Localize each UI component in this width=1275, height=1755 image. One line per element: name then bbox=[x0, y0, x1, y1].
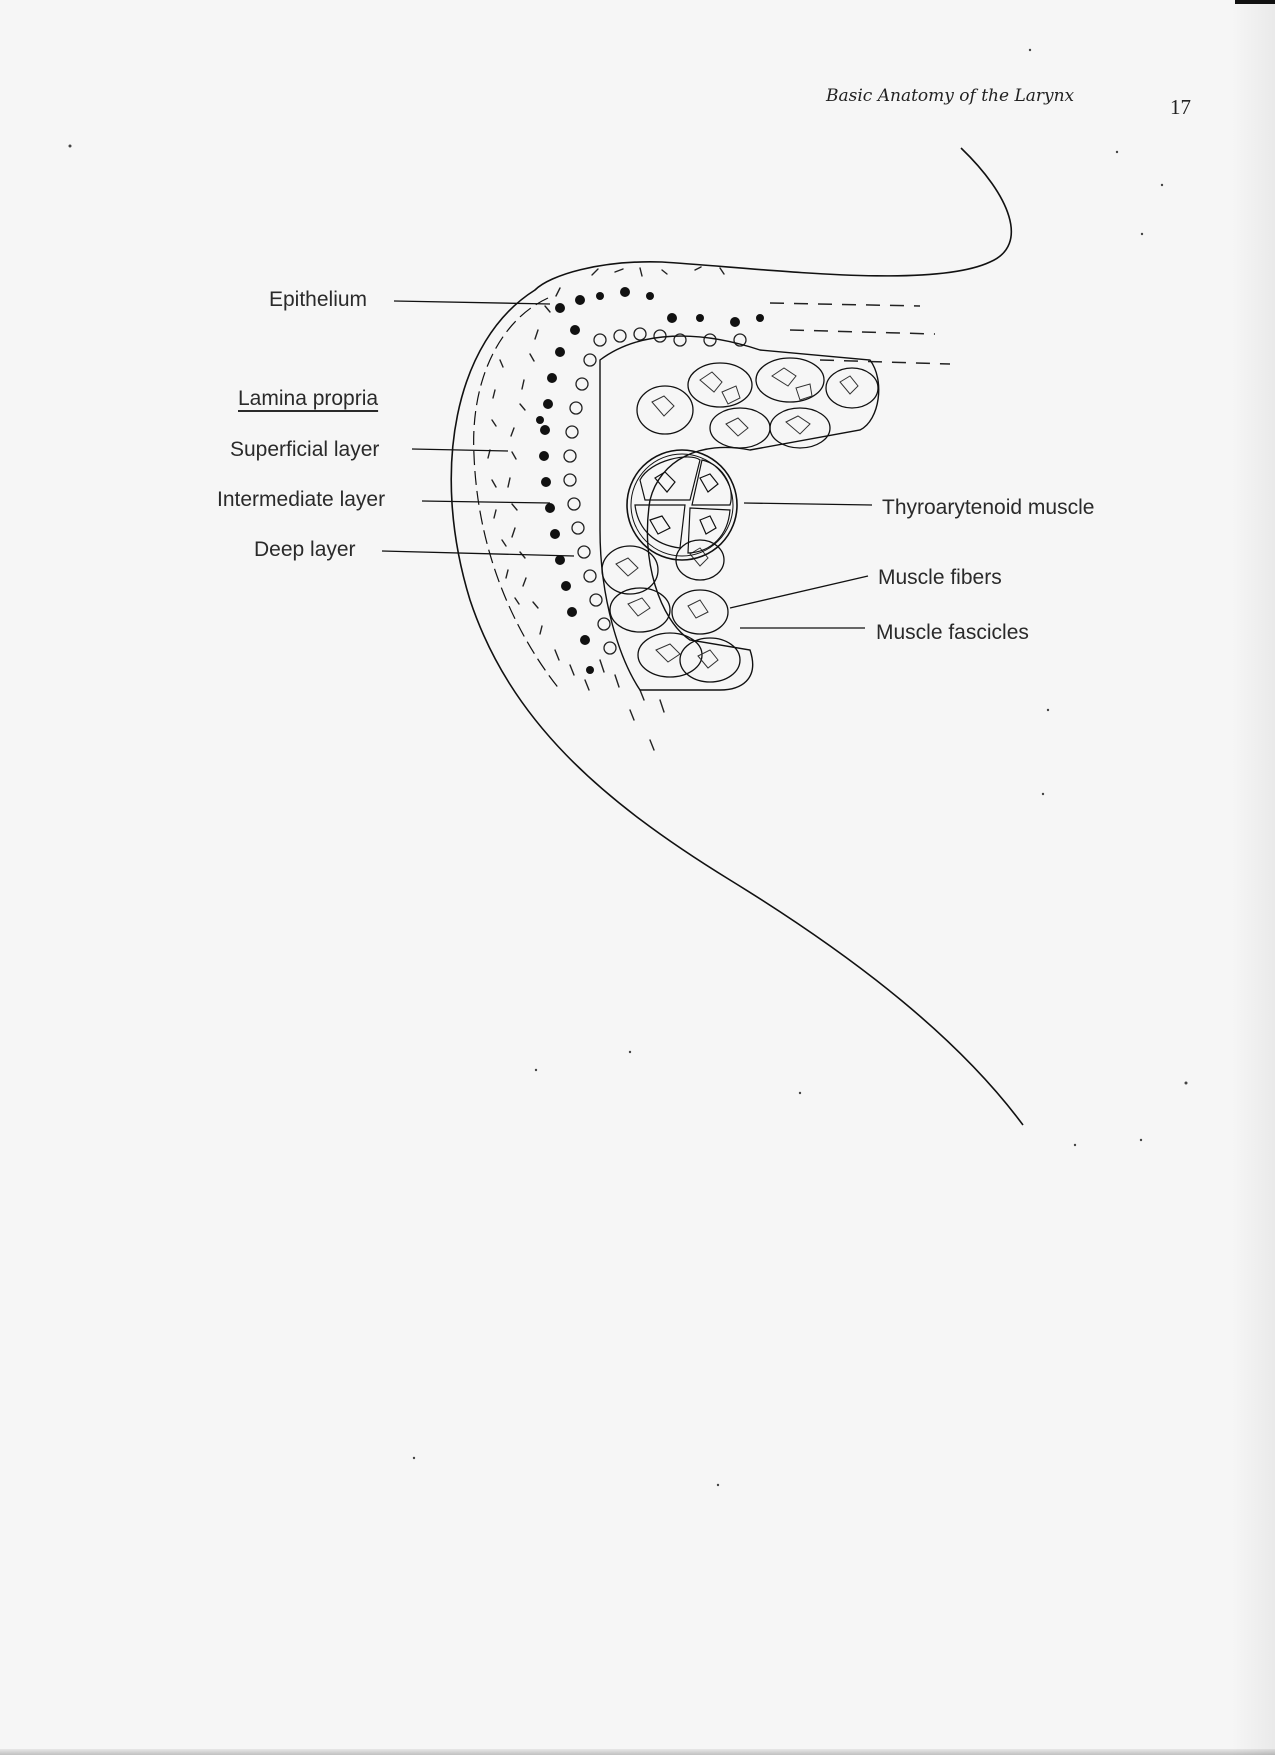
running-title: Basic Anatomy of the Larynx bbox=[826, 86, 1075, 106]
thyroarytenoid-fascicles bbox=[635, 457, 731, 553]
epithelium-line bbox=[474, 298, 560, 690]
lamina-dashes bbox=[770, 303, 950, 364]
label-epithelium: Epithelium bbox=[269, 288, 368, 311]
label-superficial-layer: Superficial layer bbox=[230, 438, 380, 461]
deep-layer-leader bbox=[382, 551, 574, 556]
leader-lines bbox=[382, 301, 872, 628]
thyroarytenoid-leader bbox=[744, 503, 872, 505]
page-number: 17 bbox=[1170, 95, 1191, 119]
scan-specks bbox=[69, 49, 1188, 1486]
epithelium-leader bbox=[394, 301, 550, 304]
label-intermediate-layer: Intermediate layer bbox=[217, 488, 386, 511]
label-lamina-propria: Lamina propria bbox=[238, 387, 379, 410]
muscle-fascicles bbox=[602, 358, 878, 682]
label-thyroarytenoid-muscle: Thyroarytenoid muscle bbox=[882, 496, 1095, 519]
muscle-fibers-leader bbox=[730, 576, 868, 608]
label-muscle-fibers: Muscle fibers bbox=[878, 566, 1002, 589]
muscle-fibers bbox=[616, 368, 858, 668]
intermediate-layer-leader bbox=[422, 501, 550, 503]
intermediate-layer-dots bbox=[536, 287, 764, 674]
label-deep-layer: Deep layer bbox=[254, 538, 356, 561]
superficial-layer-leader bbox=[412, 449, 508, 451]
muscle-band-outer bbox=[600, 336, 879, 690]
label-muscle-fascicles: Muscle fascicles bbox=[876, 621, 1029, 644]
deep-layer-circles bbox=[564, 328, 746, 654]
